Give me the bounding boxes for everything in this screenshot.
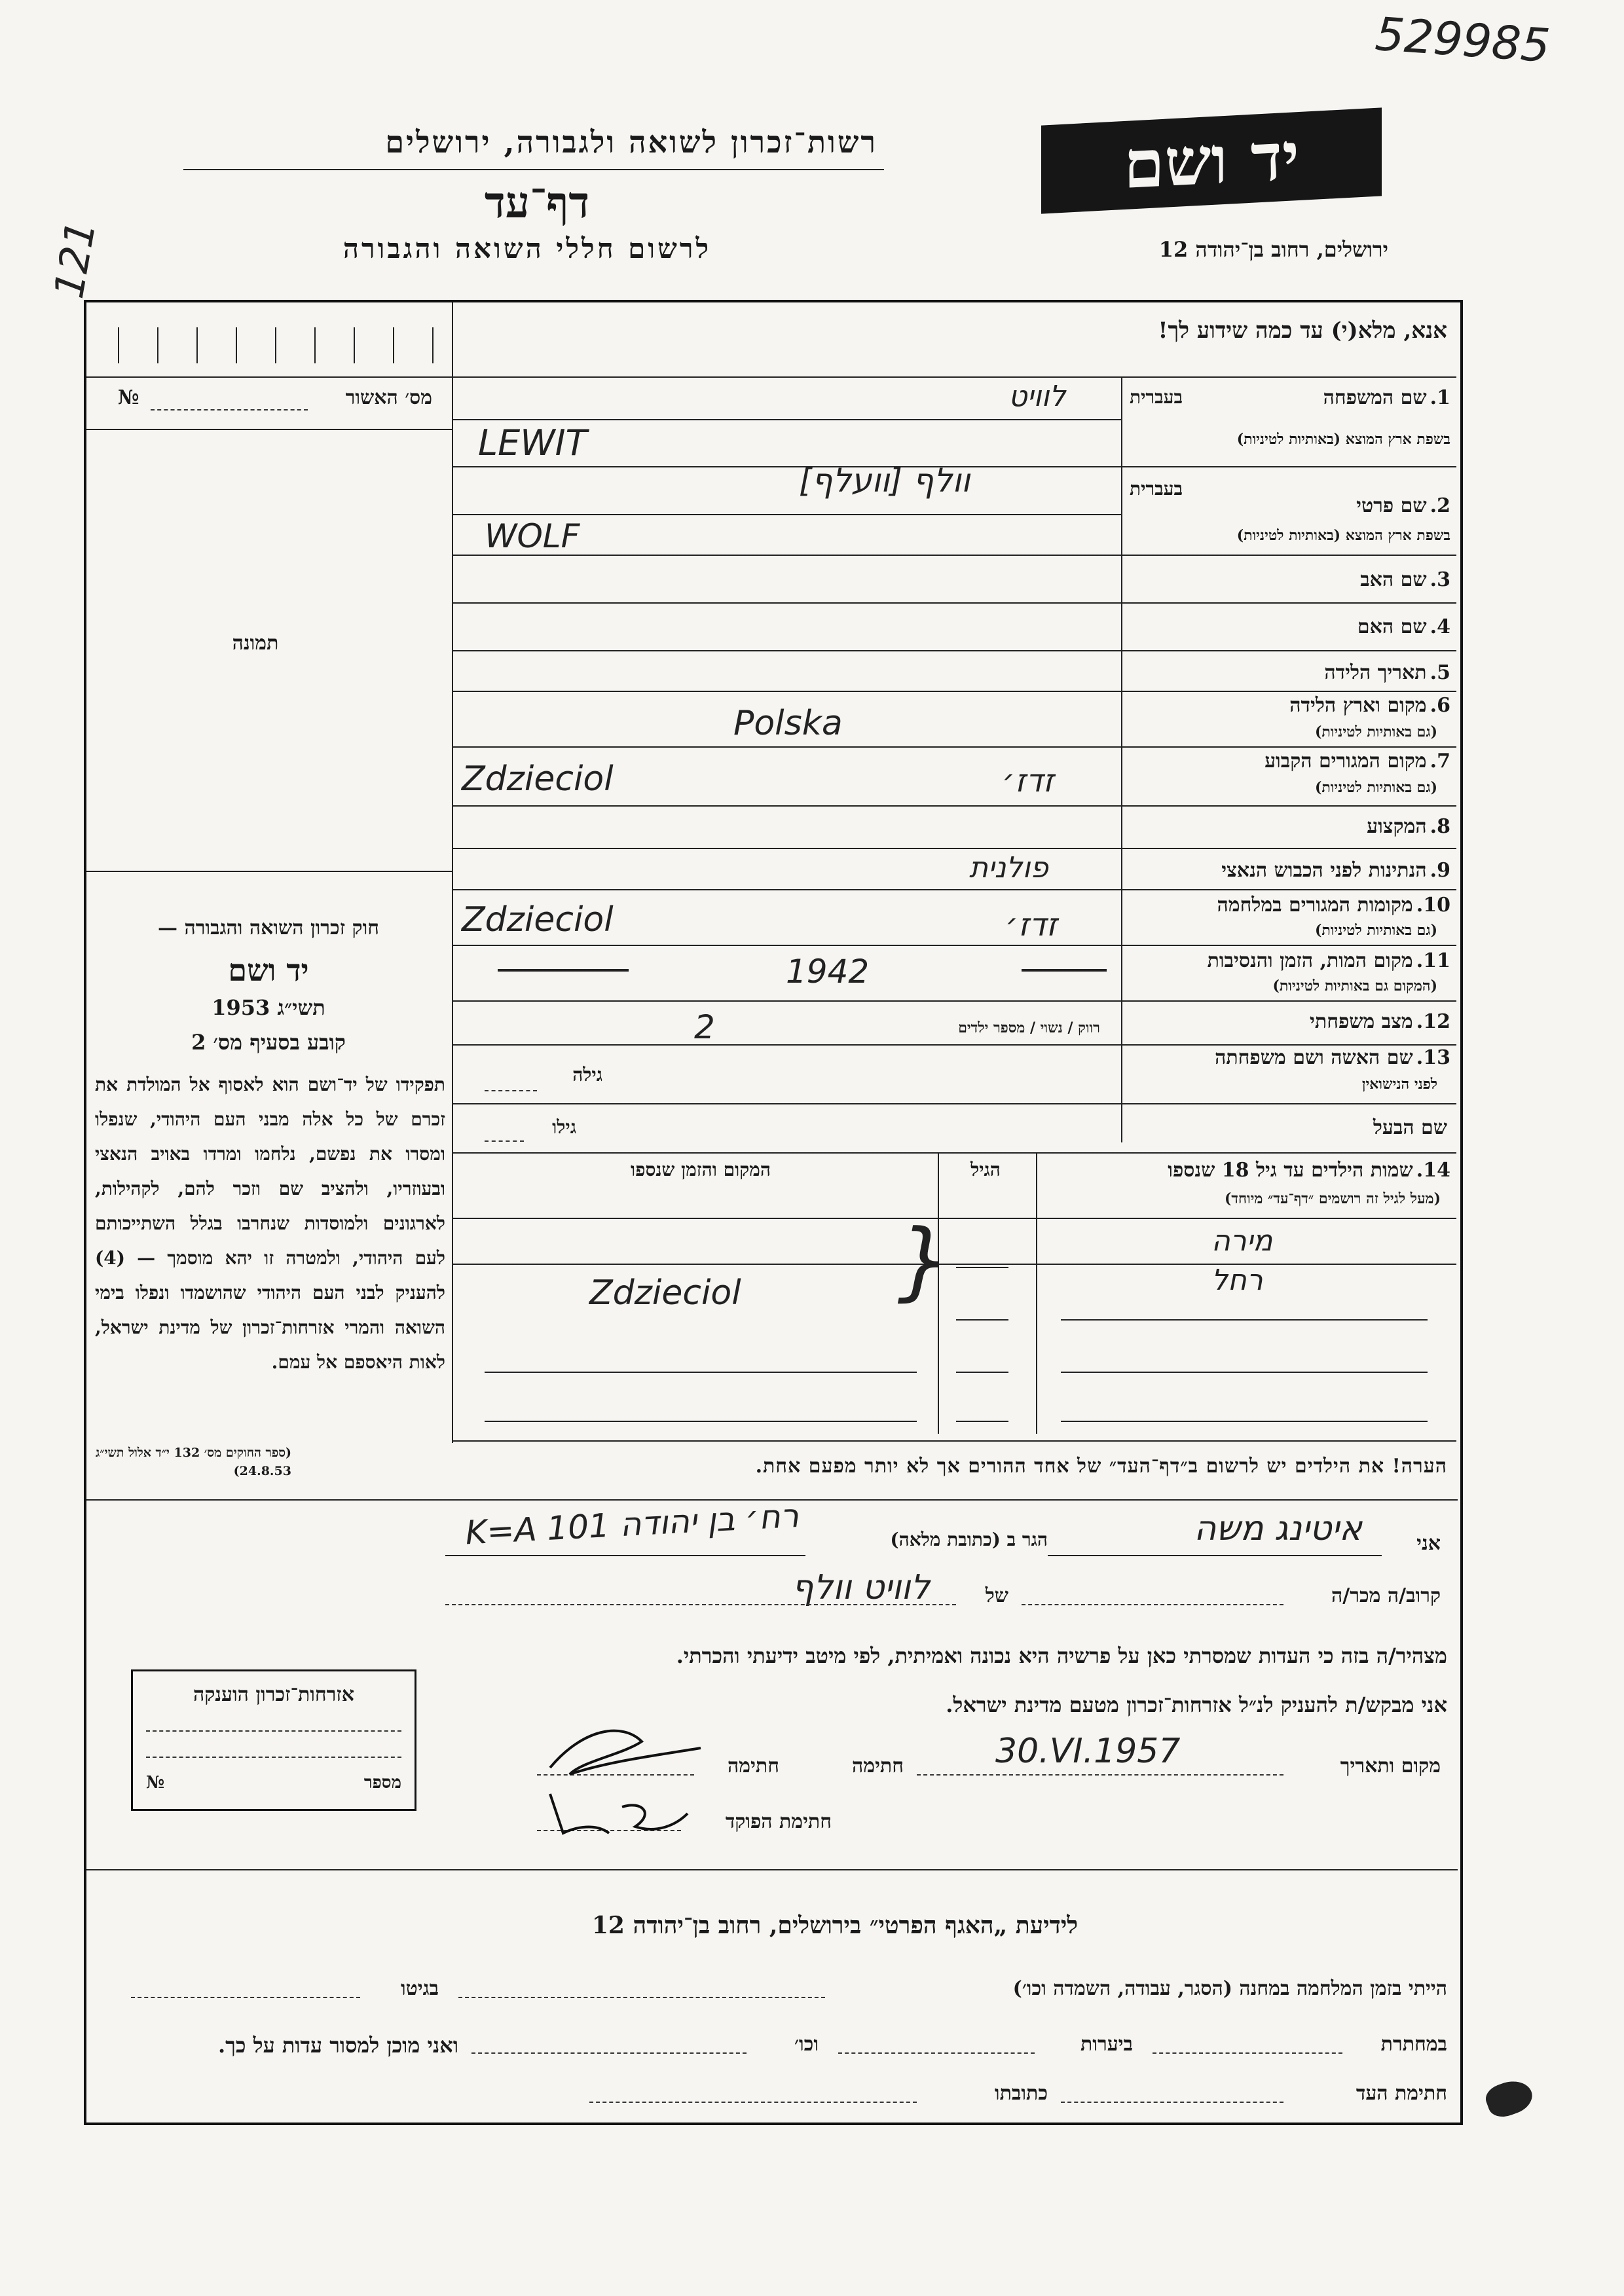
children-brace: } xyxy=(897,1211,951,1310)
etc-label: וכו׳ xyxy=(794,2033,819,2056)
field-1-label: 1. שם המשפחה xyxy=(1323,386,1450,409)
side-mark: 121 xyxy=(44,217,105,302)
declaration-date: 30.VI.1957 xyxy=(995,1732,1181,1771)
instruction-divider xyxy=(452,376,1456,378)
child-name-1: מירה xyxy=(1211,1224,1273,1258)
header-address: ירושלים, רחוב בן־יהודה 12 xyxy=(1158,237,1388,262)
child-name-2: רחל xyxy=(1211,1264,1263,1297)
official-signature-label: חתימת הפוקד xyxy=(725,1810,832,1833)
field-13-label: 13. שם האשה ושם משפחתה xyxy=(1215,1046,1450,1069)
field-6-sub: (גם באותיות לטיניות) xyxy=(1314,723,1437,740)
request-text: אני מבקש/ת להעניק לנ״ל אזרחות־זכרון מטעם מדינת ישראל. xyxy=(946,1692,1447,1717)
field-10-label: 10. מקומות המגורים במלחמה xyxy=(1217,894,1450,917)
yad-vashem-logo xyxy=(1041,107,1382,213)
signature-label-2: חתימה xyxy=(728,1755,779,1777)
field-6-value: Polska xyxy=(733,704,843,743)
approval-label: מס׳ האשור xyxy=(345,386,432,409)
children-age-header: הגיל xyxy=(970,1159,1001,1180)
declaration-text: מצהיר/ה בזה כי העדות שמסרתי כאן על פרשיה היא נכונה ואמיתית, לפי מיטב ידיעתי והכרתי. xyxy=(676,1643,1447,1668)
wife-age-label: גילה xyxy=(572,1064,602,1085)
forests-label: ביערות xyxy=(1080,2033,1133,2056)
field-1-value-latin: LEWIT xyxy=(478,422,587,464)
bottom-title: לידיעת „האגף הפרטי״ בירושלים, רחוב בן־יהודה 12 xyxy=(591,1912,1079,1939)
field-7-label: 7. מקום המגורים הקבוע xyxy=(1264,750,1450,773)
place-date-label: מקום ותאריך xyxy=(1340,1755,1441,1777)
note-text: הערה! את הילדים יש לרשום ב״דף־העד״ של אחד ההורים אך לא יותר מפעם אחת. xyxy=(755,1455,1447,1478)
photo-label: תמונה xyxy=(232,632,279,655)
field-9-label: 9. הנתינות לפני הכבוש הנאצי xyxy=(1221,859,1450,882)
field-11-sub: (המקום גם באותיות לטיניות) xyxy=(1272,977,1437,994)
authority-underline xyxy=(183,169,884,170)
ink-blot xyxy=(1483,2075,1537,2122)
law-line1: חוק זכרון השואה והגבורה — xyxy=(158,917,379,939)
field-2-sub: בשפת ארץ המוצא (באותיות לטיניות) xyxy=(1236,527,1450,544)
approval-tick-row xyxy=(105,327,439,367)
field-9-value: פולנית xyxy=(969,851,1048,884)
field-12-options: רווק / נשוי / מספר ילדים xyxy=(958,1019,1100,1036)
hiding-label: במחתרת xyxy=(1380,2033,1447,2056)
law-line4: קובע בסעיף מס׳ 2 xyxy=(191,1030,346,1055)
field-13-sub: לפני הנישואין xyxy=(1361,1076,1437,1093)
citizenship-box xyxy=(131,1669,416,1811)
label-column-divider xyxy=(1121,376,1122,1142)
field-2-label: 2. שם פרטי xyxy=(1356,494,1450,517)
field-1-sub: בשפת ארץ המוצא (באותיות לטיניות) xyxy=(1236,431,1450,448)
citizenship-number-no: № xyxy=(146,1773,165,1793)
logo-text: יד ושם xyxy=(1124,117,1299,204)
field-7-sub: (גם באותיות לטיניות) xyxy=(1314,779,1437,796)
law-line2: יד ושם xyxy=(228,953,309,988)
field-11-dash-left xyxy=(498,969,629,972)
signature-label: חתימה xyxy=(852,1755,904,1777)
relation-label: קרוב/ה מכר/ה xyxy=(1331,1584,1441,1607)
field-12-label: 12. מצב משפחתי xyxy=(1310,1010,1450,1033)
declarant-signature xyxy=(544,1715,714,1787)
form-subtitle: לרשום חללי השואה והגבורה xyxy=(342,232,712,264)
citizenship-number-label: מספר xyxy=(363,1773,401,1793)
field-7-value: Zdzieciol xyxy=(462,759,614,799)
field-10-value-he: זדז׳ xyxy=(1005,907,1058,943)
form-title: דף־עד xyxy=(484,177,590,228)
left-column-divider xyxy=(452,302,453,1443)
of-value: לוויט וולף xyxy=(792,1568,930,1607)
children-label: 14. שמות הילדים עד גיל 18 שנספו xyxy=(1168,1159,1450,1182)
field-11-label: 11. מקום המות, הזמן והנסיבות xyxy=(1207,949,1450,972)
ghetto-label: בגיטו xyxy=(400,1977,439,2000)
resides-label: הגר ב (כתובת מלאה) xyxy=(890,1529,1048,1550)
witness-signature-label: חתימת העד xyxy=(1356,2082,1447,2105)
field-7-value-he: זדז׳ xyxy=(1002,763,1054,799)
archive-number: 529985 xyxy=(1373,7,1552,73)
field-10-value: Zdzieciol xyxy=(462,900,614,939)
declarant-ani: אני xyxy=(1416,1532,1441,1555)
of-label: של xyxy=(985,1584,1008,1607)
field-1-value-he: לוויט xyxy=(1008,380,1066,413)
declarant-name: איטינג משה xyxy=(1194,1509,1362,1548)
field-6-label: 6. מקום וארץ הלידה xyxy=(1289,694,1450,717)
field-11-dash-right xyxy=(1022,969,1107,972)
children-sub: (מעל לגיל זה רושמים ״דף־עד״ מיוחד) xyxy=(1224,1190,1441,1207)
field-2-value-he: וולף [וועלף] xyxy=(799,462,970,500)
official-signature xyxy=(537,1787,694,1846)
field-12-value: 2 xyxy=(694,1008,715,1046)
field-2-hebrew-tag: בעברית xyxy=(1130,478,1183,500)
law-body: תפקידו של יד־ושם הוא לאסוף אל המולדת את זכרם של כל אלה מבני העם היהודי, שנפלו ומסרו את נפשם, נלחמו ומרדו באויב הנאצי ובעוזריו, ולהציב שם וזכר להם, לקהילות, לארגונים ולמוסדות שנחרבו בגלל השתייכותם לעם היהודי, ולמטרה זו יהא מוסמך — (4) להעניק לבני העם היהודי שהושמדו ונפלו בימי השואה והמרי אזרחות־זכרון של מדינת ישראל, לאות היאספם אל עמם. xyxy=(95,1074,445,1373)
authority-name: רשות־זכרון לשואה ולגבורה, ירושלים xyxy=(385,124,877,160)
law-line3: תשי״ג 1953 xyxy=(212,995,325,1020)
camp-line: הייתי בזמן המלחמה במחנה (הסגר, עבודה, השמדה וכו׳) xyxy=(1012,1977,1447,2000)
declarant-address: רח׳ בן יהודה 101 K=A xyxy=(464,1496,800,1552)
field-1-hebrew-tag: בעברית xyxy=(1130,386,1183,408)
field-10-sub: (גם באותיות לטיניות) xyxy=(1314,922,1437,939)
field-11-value: 1942 xyxy=(786,953,870,991)
citizenship-box-title: אזרחות־זכרון הוענקה xyxy=(193,1683,355,1706)
ready-text: ואני מוכן למסור עדות על כך. xyxy=(217,2033,458,2058)
field-3-label: 3. שם האב xyxy=(1360,568,1450,591)
husband-label: שם הבעל xyxy=(1373,1116,1447,1139)
field-4-label: 4. שם האם xyxy=(1357,615,1450,638)
field-2-value-latin: WOLF xyxy=(485,517,580,555)
approval-no: № xyxy=(118,386,139,409)
law-citation: (ספר החוקים מס׳ 132 י״ד אלול תשי״ג 24.8.53) xyxy=(95,1446,291,1478)
witness-address-label: כתובתו xyxy=(994,2082,1048,2105)
children-place-value: Zdzieciol xyxy=(589,1273,741,1313)
field-8-label: 8. המקצוע xyxy=(1367,815,1450,838)
children-place-header: המקום והזמן שנספו xyxy=(631,1159,771,1180)
instruction-text: אנא, מלא(י) עד כמה שידוע לך! xyxy=(1158,318,1447,344)
field-5-label: 5. תאריך הלידה xyxy=(1324,661,1450,684)
husband-age-label: גילו xyxy=(552,1116,576,1138)
